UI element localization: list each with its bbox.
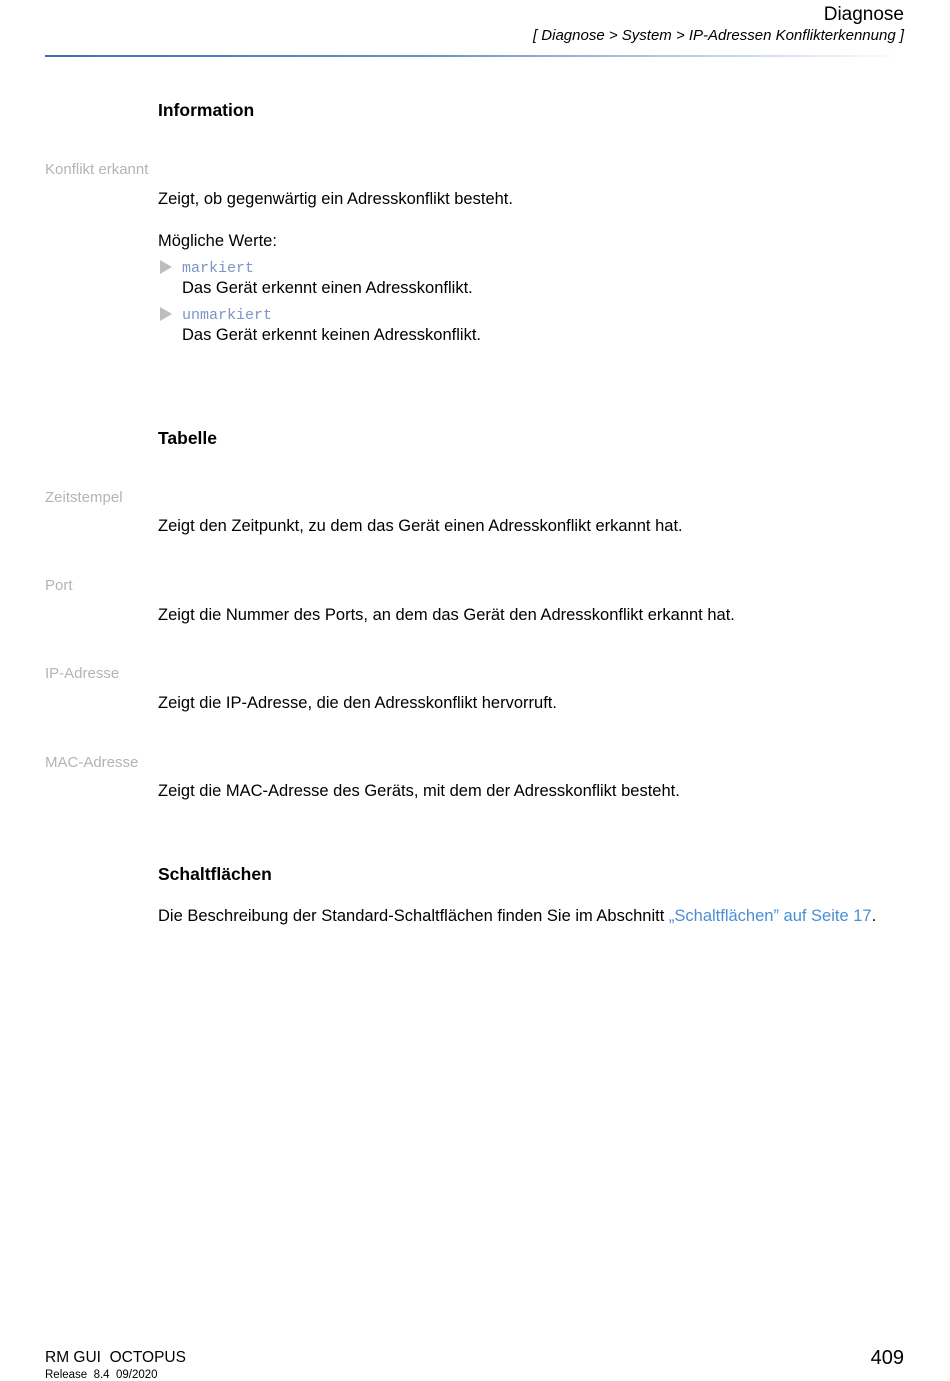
bullet-triangle-icon — [160, 260, 172, 274]
footer-release: Release 8.4 09/2020 — [45, 1369, 158, 1381]
footer-product: RM GUI OCTOPUS — [45, 1349, 186, 1366]
header-divider — [45, 55, 905, 57]
section-heading-schaltflaechen: Schaltflächen — [158, 864, 272, 884]
param-label-zeitstempel: Zeitstempel — [45, 489, 123, 506]
param-label-mac-adresse: MAC-Adresse — [45, 754, 139, 771]
page-number: 409 — [870, 1347, 904, 1369]
schaltflaechen-page-link[interactable]: „Schaltflächen” auf Seite 17 — [668, 907, 872, 925]
param-description: Zeigt die IP-Adresse, die den Adresskonflikt hervorruft. — [158, 694, 557, 712]
option-description: Das Gerät erkennt keinen Adresskonflikt. — [182, 326, 481, 344]
option-value: markiert — [182, 260, 255, 277]
option-value: unmarkiert — [182, 307, 273, 324]
param-description: Zeigt den Zeitpunkt, zu dem das Gerät einen Adresskonflikt erkannt hat. — [158, 517, 683, 535]
breadcrumb: [ Diagnose > System > IP-Adressen Konflikterkennung ] — [532, 27, 904, 44]
param-label-port: Port — [45, 577, 73, 594]
values-label: Mögliche Werte: — [158, 232, 277, 250]
buttons-reference-text — [158, 907, 876, 926]
param-label-konflikt-erkannt: Konflikt erkannt — [45, 161, 149, 178]
param-description: Zeigt, ob gegenwärtig ein Adresskonflikt besteht. — [158, 190, 513, 208]
reference-text-before: Die Beschreibung der Standard-Schaltflächen finden Sie im Abschnitt — [158, 907, 669, 925]
section-heading-tabelle: Tabelle — [158, 428, 218, 448]
page-chapter-title: Diagnose — [823, 4, 904, 25]
param-label-ip-adresse: IP-Adresse — [45, 665, 120, 682]
param-description: Zeigt die Nummer des Ports, an dem das Gerät den Adresskonflikt erkannt hat. — [158, 606, 735, 624]
param-description: Zeigt die MAC-Adresse des Geräts, mit dem der Adresskonflikt besteht. — [158, 782, 680, 800]
reference-text-after: . — [871, 907, 877, 925]
bullet-triangle-icon — [160, 307, 172, 321]
option-description: Das Gerät erkennt einen Adresskonflikt. — [182, 279, 473, 297]
section-heading-information: Information — [158, 100, 255, 120]
